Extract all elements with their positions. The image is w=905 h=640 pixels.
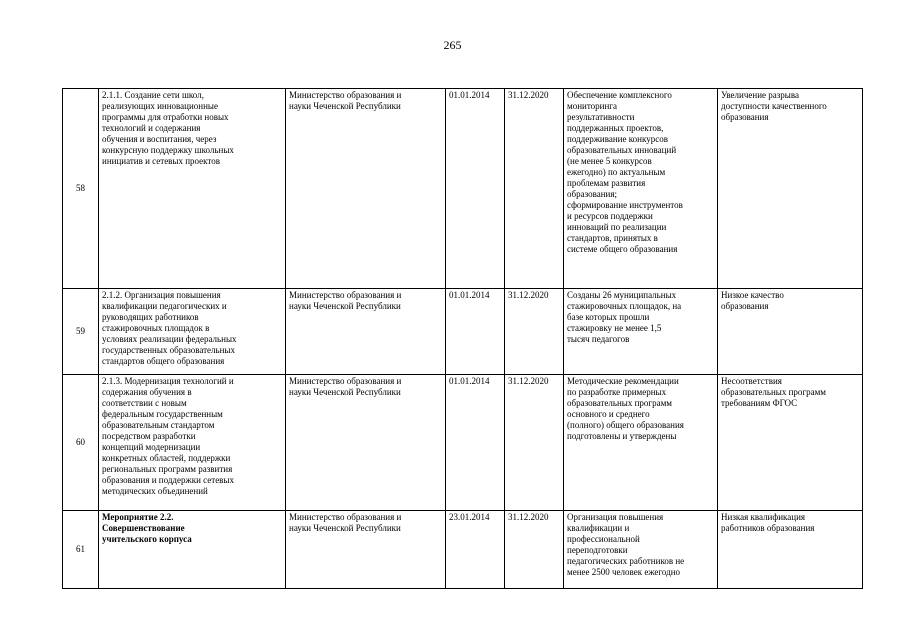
measure-cell: 2.1.2. Организация повышения квалификации педагогических и руководящих работников стажировочных площадок в условиях реализации федеральных государственных образовательных стандартов общего образования <box>99 289 286 375</box>
table-row <box>63 289 863 375</box>
result-cell: Обеспечение комплексного мониторинга результативности поддержанных проектов, поддерживание конкурсов образовательных инноваций (не менее 5 конкурсов ежегодно) по актуальным проблемам развития образования; сформирование инструментов и ресурсов поддержки инноваций по реализации стандартов, принятых в системе общего образования <box>564 89 718 289</box>
result-cell: Организация повышения квалификации и профессиональной переподготовки педагогических работников не менее 2500 человек ежегодно <box>564 511 718 589</box>
row-number: 59 <box>63 289 99 375</box>
measures-table <box>62 88 863 589</box>
executor-cell: Министерство образования и науки Чеченской Республики <box>286 289 446 375</box>
start-date-cell: 23.01.2014 <box>446 511 505 589</box>
end-date-cell: 31.12.2020 <box>505 511 564 589</box>
consequence-cell: Несоответствия образовательных программ требованиям ФГОС <box>718 375 863 511</box>
executor-cell: Министерство образования и науки Чеченской Республики <box>286 89 446 289</box>
executor-cell: Министерство образования и науки Чеченской Республики <box>286 375 446 511</box>
measure-cell: 2.1.1. Создание сети школ, реализующих инновационные программы для отработки новых технологий и содержания обучения и воспитания, через конкурсную поддержку школьных инициатив и сетевых проектов <box>99 89 286 289</box>
consequence-cell: Увеличение разрыва доступности качественного образования <box>718 89 863 289</box>
result-cell: Методические рекомендации по разработке примерных образовательных программ основного и среднего (полного) общего образования подготовлены и утверждены <box>564 375 718 511</box>
page-number: 265 <box>443 38 462 52</box>
start-date-cell: 01.01.2014 <box>446 289 505 375</box>
table-row <box>63 511 863 589</box>
row-number: 58 <box>63 89 99 289</box>
executor-cell: Министерство образования и науки Чеченской Республики <box>286 511 446 589</box>
end-date-cell: 31.12.2020 <box>505 375 564 511</box>
end-date-cell: 31.12.2020 <box>505 289 564 375</box>
row-number: 60 <box>63 375 99 511</box>
table-row <box>63 375 863 511</box>
table-row <box>63 89 863 289</box>
row-number: 61 <box>63 511 99 589</box>
start-date-cell: 01.01.2014 <box>446 375 505 511</box>
start-date-cell: 01.01.2014 <box>446 89 505 289</box>
consequence-cell: Низкое качество образования <box>718 289 863 375</box>
measure-cell: Мероприятие 2.2. Совершенствование учительского корпуса <box>99 511 286 589</box>
end-date-cell: 31.12.2020 <box>505 89 564 289</box>
result-cell: Созданы 26 муниципальных стажировочных площадок, на базе которых прошли стажировку не менее 1,5 тысяч педагогов <box>564 289 718 375</box>
consequence-cell: Низкая квалификация работников образования <box>718 511 863 589</box>
measure-cell: 2.1.3. Модернизация технологий и содержания обучения в соответствии с новым федеральным государственным образовательным стандартом посредством разработки концепций модернизации конкретных областей, поддержки региональных программ развития образования и поддержки сетевых методических объединений <box>99 375 286 511</box>
